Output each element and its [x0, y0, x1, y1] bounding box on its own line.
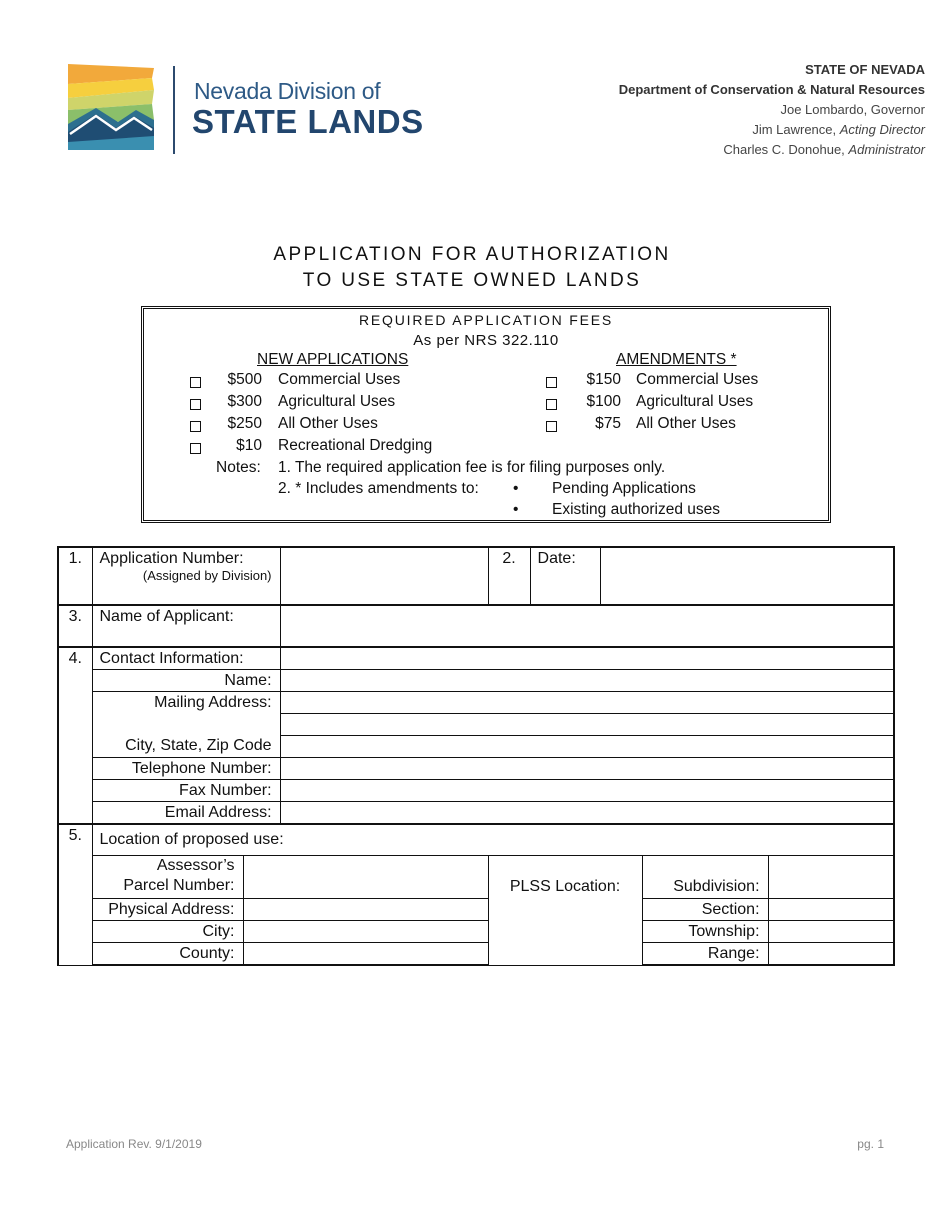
- revision-note: Application Rev. 9/1/2019: [66, 1137, 202, 1151]
- new-commercial-checkbox[interactable]: [190, 377, 201, 388]
- application-number-label-cell: [92, 547, 280, 605]
- note-1: 1. The required application fee is for filing purposes only.: [278, 459, 666, 476]
- apn-field[interactable]: [243, 856, 488, 899]
- bullet: •: [513, 480, 519, 497]
- state-lands-logo: [66, 62, 156, 152]
- amend-commercial-checkbox[interactable]: [546, 377, 557, 388]
- name-field[interactable]: [280, 670, 894, 692]
- city-state-zip-field[interactable]: [280, 736, 894, 758]
- physical-address-label: Physical Address:: [92, 899, 243, 921]
- row-number: 2.: [488, 547, 530, 605]
- section-label: Section:: [642, 899, 768, 921]
- range-label: Range:: [642, 943, 768, 966]
- new-fee-amount: $300: [227, 393, 262, 410]
- director-title: Acting Director: [839, 122, 925, 137]
- logo-divider: [173, 66, 175, 154]
- apn-label-cell: [92, 856, 243, 899]
- row-number: 4.: [58, 647, 92, 824]
- page-title: [0, 242, 944, 294]
- application-number-sublabel: (Assigned by Division): [142, 568, 272, 583]
- amend-other-checkbox[interactable]: [546, 421, 557, 432]
- telephone-label: Telephone Number:: [92, 758, 280, 780]
- fees-subheading: As per NRS 322.110: [413, 332, 559, 349]
- fax-label: Fax Number:: [92, 780, 280, 802]
- new-fee-amount: $10: [236, 437, 262, 454]
- new-fee-amount: $500: [227, 371, 262, 388]
- apn-label-line2: Parcel Number:: [123, 877, 235, 894]
- new-fee-label: Agricultural Uses: [278, 393, 396, 410]
- agency-block: [619, 60, 925, 160]
- bullet: •: [513, 501, 519, 518]
- amend-fee-amount: $100: [586, 393, 621, 410]
- director-line: [619, 120, 925, 140]
- telephone-field[interactable]: [280, 758, 894, 780]
- mailing-address-label-cell: [92, 692, 280, 758]
- applicant-field[interactable]: [280, 605, 894, 647]
- amend-agricultural-checkbox[interactable]: [546, 399, 557, 410]
- contact-label: Contact Information:: [92, 647, 280, 670]
- application-number-label: Application Number:: [99, 550, 244, 567]
- subdivision-field[interactable]: [768, 856, 894, 899]
- mailing-address-field-2[interactable]: [280, 714, 894, 736]
- row-number: 5.: [58, 824, 92, 965]
- apn-label-line1: Assessor’s: [156, 857, 235, 874]
- new-fee-label: Commercial Uses: [278, 371, 401, 388]
- state-name: STATE OF NEVADA: [805, 62, 925, 77]
- new-fee-label: All Other Uses: [278, 415, 378, 432]
- new-fee-label: Recreational Dredging: [278, 437, 433, 454]
- date-field[interactable]: [600, 547, 894, 605]
- city-label: City:: [92, 921, 243, 943]
- amendments-heading: AMENDMENTS *: [616, 351, 737, 368]
- department-name: Department of Conservation & Natural Resources: [618, 82, 925, 97]
- fee-box: [141, 306, 831, 523]
- administrator-name: Charles C. Donohue,: [723, 142, 845, 157]
- range-field[interactable]: [768, 943, 894, 966]
- governor-line: Joe Lombardo, Governor: [780, 102, 925, 117]
- amend-fee-label: All Other Uses: [636, 415, 736, 432]
- logo-text-line2: STATE LANDS: [192, 103, 424, 140]
- township-label: Township:: [642, 921, 768, 943]
- plss-location-label: PLSS Location:: [488, 856, 642, 966]
- contact-field[interactable]: [280, 647, 894, 670]
- new-other-checkbox[interactable]: [190, 421, 201, 432]
- township-field[interactable]: [768, 921, 894, 943]
- spacer: [99, 713, 272, 735]
- subdivision-label: Subdivision:: [642, 856, 768, 899]
- row-number: 1.: [58, 547, 92, 605]
- section-field[interactable]: [768, 899, 894, 921]
- administrator-title: Administrator: [848, 142, 925, 157]
- note-2-item: Pending Applications: [552, 480, 696, 497]
- notes-label: Notes:: [216, 459, 261, 476]
- city-field[interactable]: [243, 921, 488, 943]
- location-label: Location of proposed use:: [92, 824, 894, 856]
- mailing-address-field[interactable]: [280, 692, 894, 714]
- application-form-table: [57, 546, 895, 966]
- city-state-zip-label: City, State, Zip Code: [125, 737, 272, 754]
- director-name: Jim Lawrence,: [752, 122, 837, 137]
- row-number: 3.: [58, 605, 92, 647]
- note-2-item: Existing authorized uses: [552, 501, 721, 518]
- email-label: Email Address:: [92, 802, 280, 825]
- amend-fee-amount: $75: [595, 415, 621, 432]
- county-label: County:: [92, 943, 243, 966]
- administrator-line: [619, 140, 925, 160]
- fax-field[interactable]: [280, 780, 894, 802]
- email-field[interactable]: [280, 802, 894, 825]
- logo-text-line1: Nevada Division of: [194, 78, 381, 104]
- new-fee-amount: $250: [227, 415, 262, 432]
- name-label: Name:: [92, 670, 280, 692]
- county-field[interactable]: [243, 943, 488, 966]
- mailing-address-label: Mailing Address:: [154, 694, 272, 711]
- amend-fee-label: Agricultural Uses: [636, 393, 754, 410]
- applicant-label: Name of Applicant:: [92, 605, 280, 647]
- fees-heading: REQUIRED APPLICATION FEES: [358, 312, 613, 328]
- date-label: Date:: [530, 547, 600, 605]
- title-line1: APPLICATION FOR AUTHORIZATION: [273, 244, 671, 265]
- title-line2: TO USE STATE OWNED LANDS: [302, 270, 642, 291]
- new-dredging-checkbox[interactable]: [190, 443, 201, 454]
- amend-fee-label: Commercial Uses: [636, 371, 759, 388]
- page-number: pg. 1: [857, 1137, 884, 1151]
- physical-address-field[interactable]: [243, 899, 488, 921]
- note-2: 2. * Includes amendments to:: [278, 480, 479, 497]
- new-applications-heading: NEW APPLICATIONS: [257, 351, 409, 368]
- amend-fee-amount: $150: [586, 371, 621, 388]
- application-number-field[interactable]: [280, 547, 488, 605]
- new-agricultural-checkbox[interactable]: [190, 399, 201, 410]
